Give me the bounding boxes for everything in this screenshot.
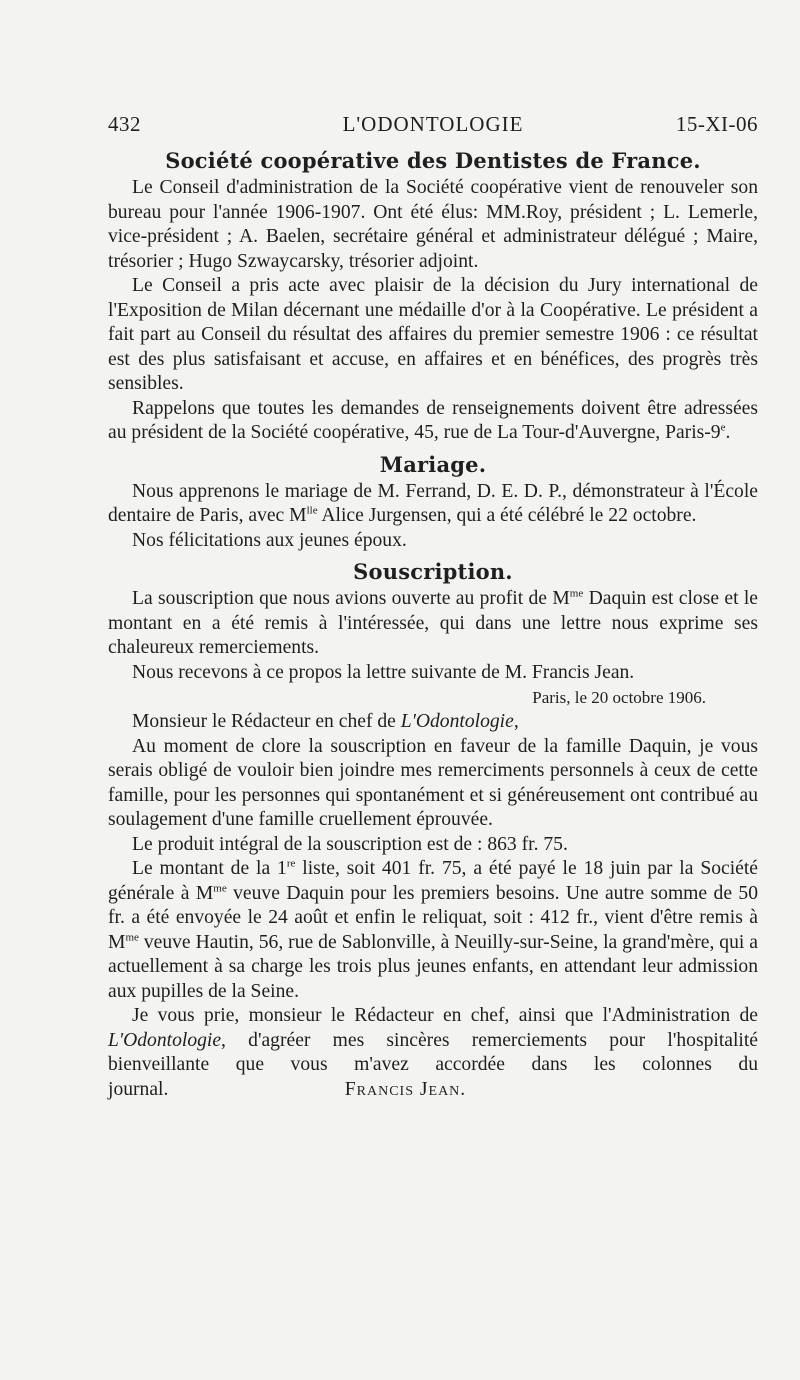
text-run: Nous apprenons le mariage de M. Ferrand, D. E. D. P., démonstrateur à l'École dentaire de Paris, avec M [108, 480, 758, 526]
letter-salutation [108, 710, 758, 735]
text-run: Le montant de la 1 [132, 858, 287, 879]
text-run: Je vous prie, monsieur le Rédacteur en chef, ainsi que l'Administration de [132, 1005, 758, 1026]
text-run: liste, soit 401 fr. 75, a été payé le 18 juin par la Société générale à M [108, 858, 758, 904]
text-run: La souscription que nous avions ouverte au profit de M [132, 588, 570, 609]
journal-title: L'ODONTOLOGIE [342, 112, 524, 136]
paragraph [108, 397, 758, 446]
superscript: lle [306, 504, 318, 517]
page-number: 432 [108, 112, 141, 136]
signature: Francis Jean. [344, 1078, 467, 1100]
paragraph: Au moment de clore la souscription en faveur de la famille Daquin, je vous serais obligé de vouloir bien joindre mes remerciments personnels à ceux de cette famille, pour les personnes qui spontanément et si généreusement ont contribué au soulagement d'une famille cruellement éprouvée. [108, 735, 758, 830]
text-run: , d'agréer mes sincères remerciements pour l'hospitalité bienveillante que vous m'avez accordée dans les colonnes du journal. [108, 1029, 758, 1100]
text-run: , [513, 711, 519, 732]
journal-name: L'Odontologie [400, 711, 514, 732]
text-run: veuve Daquin pour les premiers besoins. Une autre somme de 50 fr. a été envoyée le 24 août et enfin le reliquat, soit : 412 fr., vient d'être remis à M [108, 882, 759, 953]
section-heading-mariage: Mariage. [379, 451, 487, 477]
text-run: Monsieur le Rédacteur en chef de [132, 711, 401, 732]
superscript: me [213, 881, 227, 894]
superscript: me [125, 930, 139, 943]
paragraph [108, 1004, 758, 1102]
superscript: re [286, 857, 296, 870]
text-run: veuve Hautin, 56, rue de Sablonville, à Neuilly-sur-Seine, la grand'mère, qui a actuellement à sa charge les trois plus jeunes enfants, en attendant leur admission aux pupilles de la Seine. [108, 931, 758, 1002]
letter-dateline: Paris, le 20 octobre 1906. [532, 688, 706, 707]
text-column [108, 146, 758, 1102]
paragraph [108, 480, 758, 529]
paragraph [108, 857, 758, 1004]
text-run: Alice Jurgensen, qui a été célébré le 22 octobre. [317, 505, 697, 526]
paragraph: Le Conseil d'administration de la Société coopérative vient de renouveler son bureau pour l'année 1906-1907. Ont été élus: MM.Roy, président ; L. Lemerle, vice-président ; A. Baelen, secrétaire général et administrateur délégué ; Maire, trésorier ; Hugo Szwaycarsky, trésorier adjoint. [108, 177, 758, 272]
text-run: . [725, 422, 731, 443]
superscript: me [569, 587, 584, 600]
paragraph: Nous recevons à ce propos la lettre suivante de M. Francis Jean. [132, 661, 635, 683]
paragraph: Le Conseil a pris acte avec plaisir de la décision du Jury international de l'Exposition de Milan décernant une médaille d'or à la Coopérative. Le président a fait part au Conseil du résultat des affaires du premier semestre 1906 : ce résultat est des plus satisfaisant et accuse, en affaires et en bénéfices, des progrès très sensibles. [108, 275, 758, 394]
journal-name: L'Odontologie [108, 1029, 222, 1051]
paragraph: Le produit intégral de la souscription est de : 863 fr. 75. [132, 833, 568, 855]
paragraph: Nos félicitations aux jeunes époux. [132, 529, 407, 551]
superscript: e [720, 421, 726, 434]
issue-date: 15-XI-06 [675, 112, 758, 136]
section-heading-souscription: Souscription. [353, 559, 513, 584]
text-run: Rappelons que toutes les demandes de renseignements doivent être adressées au président de la Société coopérative, 45, rue de La Tour-d'Auvergne, Paris-9 [108, 397, 758, 443]
paragraph [108, 587, 758, 661]
text-run: Daquin est close et le montant en a été remis à l'intéressée, qui dans une lettre nous exprime ses chaleureux remerciements. [108, 588, 758, 658]
section-heading-cooperative: Société coopérative des Dentistes de France. [165, 148, 701, 173]
